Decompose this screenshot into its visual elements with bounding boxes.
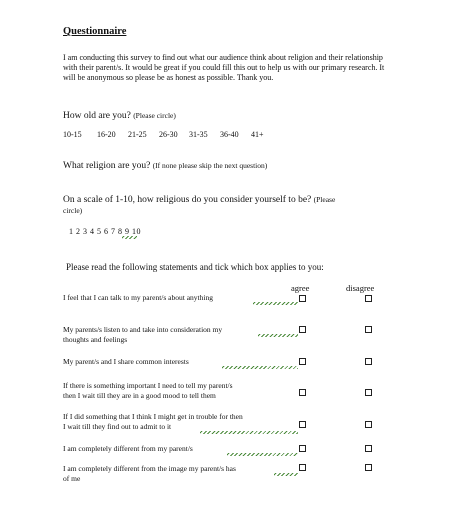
agree-checkbox[interactable]	[299, 358, 306, 365]
age-option[interactable]: 16-20	[97, 130, 116, 139]
disagree-checkbox[interactable]	[365, 464, 372, 471]
question-scale-text: On a scale of 1-10, how religious do you consider yourself to be?	[63, 195, 312, 205]
statement-line-1: I feel that I can talk to my parent/s about anything	[63, 293, 213, 302]
statement-row	[63, 464, 236, 484]
disagree-checkbox[interactable]	[365, 295, 372, 302]
document-title: Questionnaire	[63, 26, 127, 37]
spellcheck-underline	[200, 431, 298, 434]
agree-checkbox[interactable]	[299, 389, 306, 396]
agree-checkbox[interactable]	[299, 421, 306, 428]
spellcheck-underline	[122, 236, 137, 239]
statement-row	[63, 357, 189, 367]
agree-checkbox[interactable]	[299, 295, 306, 302]
agree-checkbox[interactable]	[299, 445, 306, 452]
disagree-checkbox[interactable]	[365, 445, 372, 452]
age-option[interactable]: 10-15	[63, 130, 82, 139]
statement-row	[63, 381, 233, 401]
statement-line-2: thoughts and feelings	[63, 335, 128, 344]
age-option[interactable]: 26-30	[159, 130, 178, 139]
statement-line-1: If there is something important I need to tell my parent/s	[63, 381, 233, 390]
question-age-text: How old are you?	[63, 111, 131, 121]
disagree-checkbox[interactable]	[365, 389, 372, 396]
statement-line-2: I wait till they find out to admit to it	[63, 422, 172, 431]
spellcheck-underline	[222, 366, 298, 369]
spellcheck-underline	[227, 453, 298, 456]
age-option[interactable]: 36-40	[220, 130, 239, 139]
statement-line-1: If I did something that I think I might get in trouble for then	[63, 412, 243, 421]
statement-line-1: My parent/s and I share common interests	[63, 357, 189, 366]
disagree-checkbox[interactable]	[365, 421, 372, 428]
column-header-agree: agree	[291, 283, 310, 293]
statement-line-1: My parents/s listen to and take into consideration my	[63, 325, 223, 334]
spellcheck-underline	[253, 302, 298, 305]
age-option[interactable]: 31-35	[189, 130, 208, 139]
intro-paragraph: I am conducting this survey to find out what our audience think about religion and their relationship with their parent/s. It would be great if you could fill this out to help us with our primary research. It will be anonymous so please be as honest as possible. Thank you.	[63, 53, 385, 82]
question-scale-hint: (Please	[313, 195, 336, 204]
column-header-disagree: disagree	[346, 283, 375, 293]
scale-options[interactable]: 1 2 3 4 5 6 7 8 9 10	[69, 227, 141, 236]
age-option[interactable]: 41+	[251, 130, 264, 139]
statement-row	[63, 444, 193, 454]
age-option[interactable]: 21-25	[128, 130, 147, 139]
agree-checkbox[interactable]	[299, 326, 306, 333]
statement-line-1: I am completely different from my parent/s	[63, 444, 193, 453]
question-scale-hint-2: circle)	[63, 206, 83, 215]
spellcheck-underline	[274, 473, 298, 476]
question-religion-hint: (If none please skip the next question)	[152, 161, 268, 170]
question-religion-text: What religion are you?	[63, 161, 151, 171]
question-age	[63, 111, 176, 121]
statement-line-2: of me	[63, 474, 81, 483]
question-scale	[63, 195, 335, 205]
question-religion	[63, 161, 267, 171]
statement-row	[63, 325, 222, 345]
statement-row	[63, 412, 243, 432]
disagree-checkbox[interactable]	[365, 326, 372, 333]
statement-line-2: then I wait till they are in a good mood to tell them	[63, 391, 216, 400]
disagree-checkbox[interactable]	[365, 358, 372, 365]
spellcheck-underline	[258, 334, 298, 337]
question-scale-line2	[63, 206, 82, 216]
statement-row	[63, 293, 213, 303]
question-age-hint: (Please circle)	[133, 111, 176, 120]
agree-checkbox[interactable]	[299, 464, 306, 471]
statements-instruction: Please read the following statements and tick which box applies to you:	[66, 262, 324, 272]
statement-line-1: I am completely different from the image my parent/s has	[63, 464, 236, 473]
